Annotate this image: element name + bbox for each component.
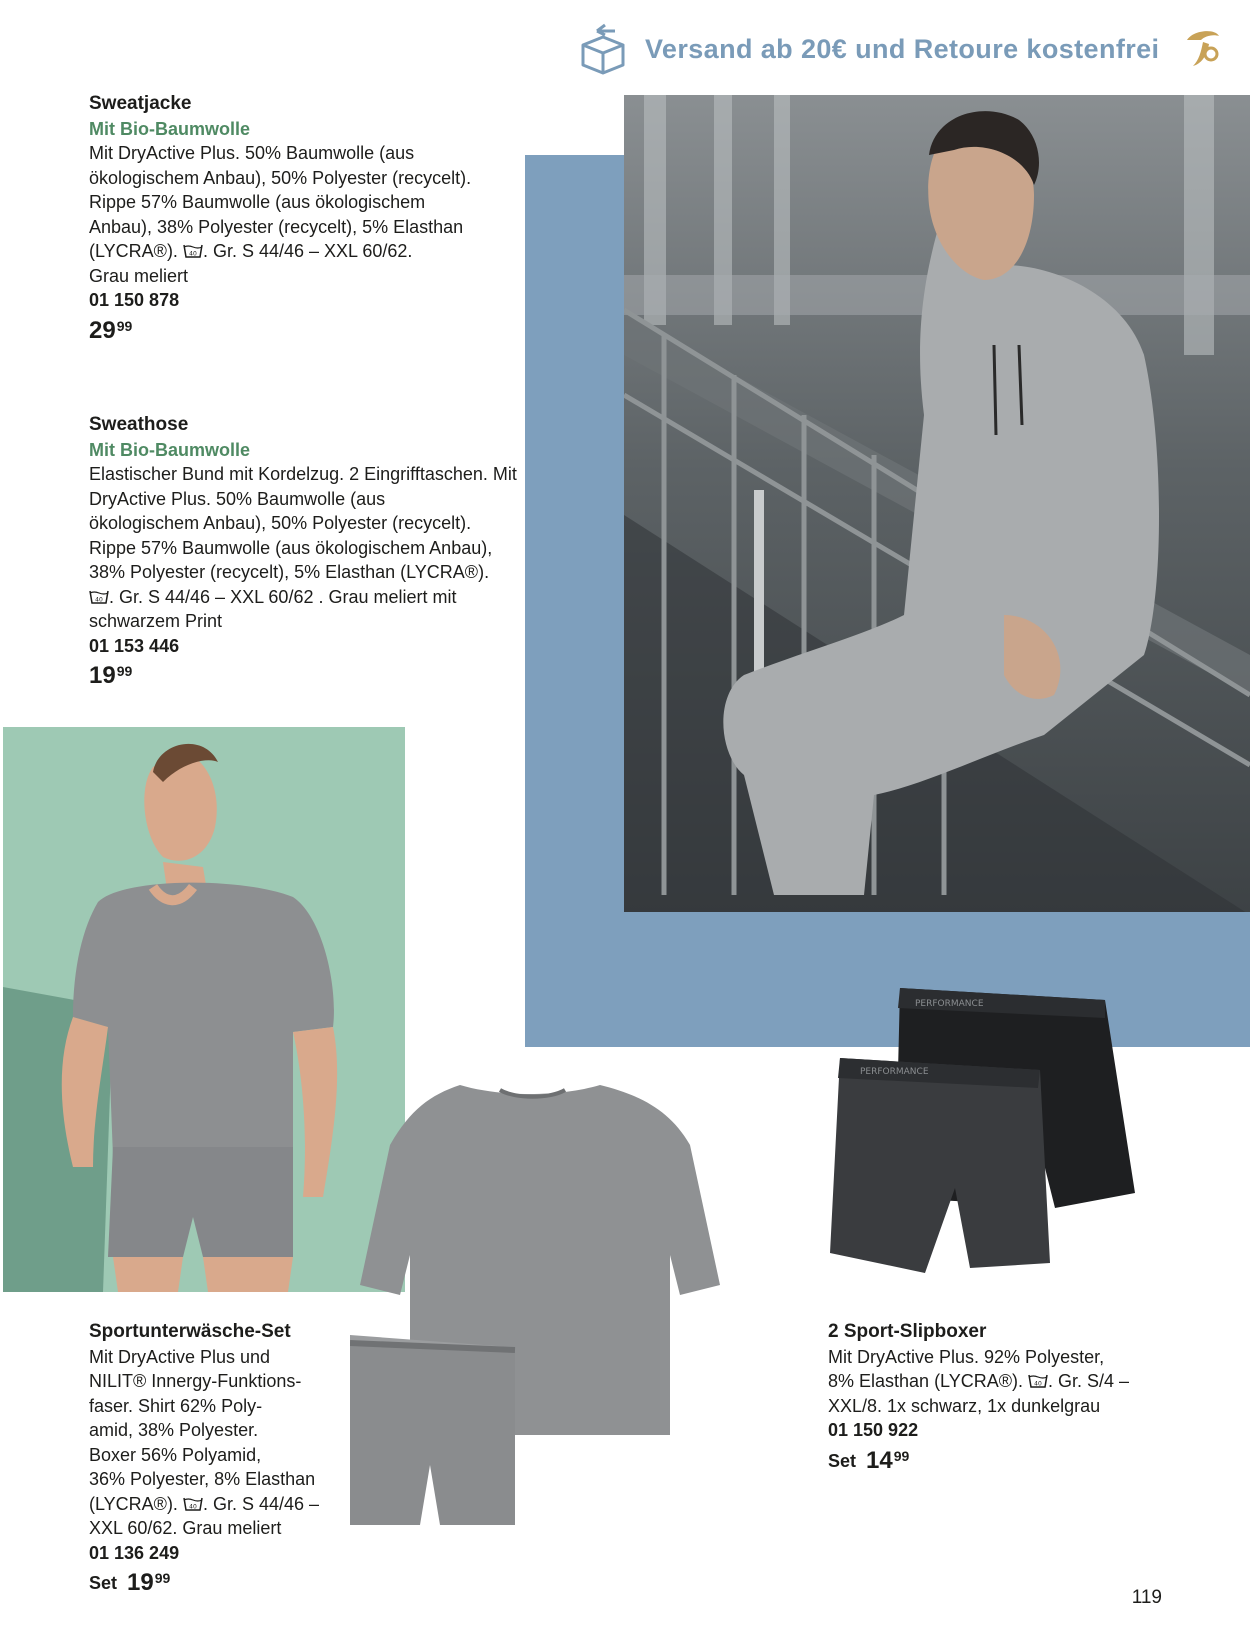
article-number: 01 150 922 [828, 1420, 919, 1440]
slipboxer-illustration [820, 988, 1175, 1278]
description-part: Mit DryActive Plus. 50% Baumwolle (aus ökologischem Anbau), 50% Polyester (recycelt). Rippe 57% Baumwolle (aus ökologischem Anbau), 38% Polyester (recycelt), 5% Elasthan (LYCRA®). [89, 143, 472, 261]
product-sportunterwaesche-set [89, 1320, 389, 1596]
price-main: 19 [127, 1569, 154, 1596]
price-main: 19 [89, 662, 116, 689]
product-name: Sweatjacke [89, 93, 192, 114]
description-part: Mit DryActive Plus und NILIT® Innergy-Funktions- faser. Shirt 62% Poly- amid, 38% Polyester. Boxer 56% Polyamid, 36% Polyester, 8% Elasthan (LYCRA®). [89, 1346, 316, 1514]
band-logo-text: PERFORMANCE [860, 1067, 929, 1077]
wash-40-icon [183, 244, 203, 258]
price-cents: 99 [116, 663, 133, 679]
price-cents: 99 [154, 1570, 171, 1586]
shipping-box-icon [575, 21, 631, 77]
article-number: 01 153 446 [89, 635, 180, 656]
price [89, 316, 529, 344]
sweat-suit-illustration [624, 95, 1250, 912]
price-main: 29 [89, 316, 116, 344]
price-cents: 99 [893, 1447, 910, 1464]
product-description [89, 462, 529, 634]
shirt-boxer-illustration [350, 1085, 730, 1535]
description-part: . Gr. S 44/46 – XXL 60/62 . Grau meliert mit schwarzem Print [89, 586, 457, 631]
product-subtitle: Mit Bio-Baumwolle [89, 439, 250, 460]
wash-40-icon [183, 1497, 203, 1511]
svg-text:40: 40 [95, 596, 103, 603]
product-name: Sweathose [89, 414, 189, 435]
description-part: . Gr. S 44/46 – XXL 60/62. Grau meliert [89, 241, 413, 286]
page-number: 119 [1131, 1587, 1162, 1608]
price [828, 1446, 1228, 1474]
product-sweathose [89, 413, 529, 689]
band-logo-text: PERFORMANCE [915, 999, 984, 1009]
description-part: . Gr. S/4 – XXL/8. 1x schwarz, 1x dunkelgrau [828, 1371, 1130, 1416]
svg-text:40: 40 [189, 250, 197, 258]
product-name: 2 Sport-Slipboxer [828, 1321, 987, 1342]
wash-40-icon [1028, 1374, 1048, 1388]
price-prefix: Set [89, 1573, 118, 1593]
product-description [828, 1345, 1228, 1419]
price-main: 14 [866, 1446, 893, 1474]
product-description [89, 1345, 389, 1541]
slipboxer-product-photo [820, 988, 1175, 1278]
price [89, 1571, 389, 1596]
description-part: Elastischer Bund mit Kordelzug. 2 Eingrifftaschen. Mit DryActive Plus. 50% Baumwolle (aus ökologischem Anbau), 50% Polyester (recycelt). Rippe 57% Baumwolle (aus ökologischem Anbau), 38% Polyester (recycelt), 5% Elasthan (LYCRA®). [89, 464, 517, 582]
wash-40-icon [89, 590, 109, 604]
sport-underwear-model-photo [3, 727, 405, 1292]
product-sweatjacke [89, 92, 529, 343]
description-part: Mit DryActive Plus. 92% Polyester, 8% Elasthan (LYCRA®). [828, 1346, 1105, 1391]
svg-text:40: 40 [1034, 1380, 1042, 1388]
tchibo-logo-icon [1179, 26, 1225, 72]
product-name: Sportunterwäsche-Set [89, 1321, 291, 1342]
price-prefix: Set [828, 1450, 857, 1471]
article-number: 01 150 878 [89, 290, 180, 310]
underwear-model-illustration [3, 727, 405, 1292]
product-sport-slipboxer [828, 1320, 1228, 1473]
product-subtitle: Mit Bio-Baumwolle [89, 118, 250, 139]
underwear-set-product-photo [350, 1085, 730, 1535]
banner-text: Versand ab 20€ und Retoure kostenfrei [645, 33, 1160, 64]
description-part: . Gr. S 44/46 – XXL 60/62. Grau meliert [89, 1493, 320, 1538]
sweat-suit-photo [624, 95, 1250, 912]
price-cents: 99 [116, 317, 133, 334]
shipping-banner [575, 18, 1235, 80]
svg-text:40: 40 [189, 1503, 197, 1510]
product-description [89, 141, 529, 288]
article-number: 01 136 249 [89, 1542, 180, 1563]
price [89, 664, 529, 689]
